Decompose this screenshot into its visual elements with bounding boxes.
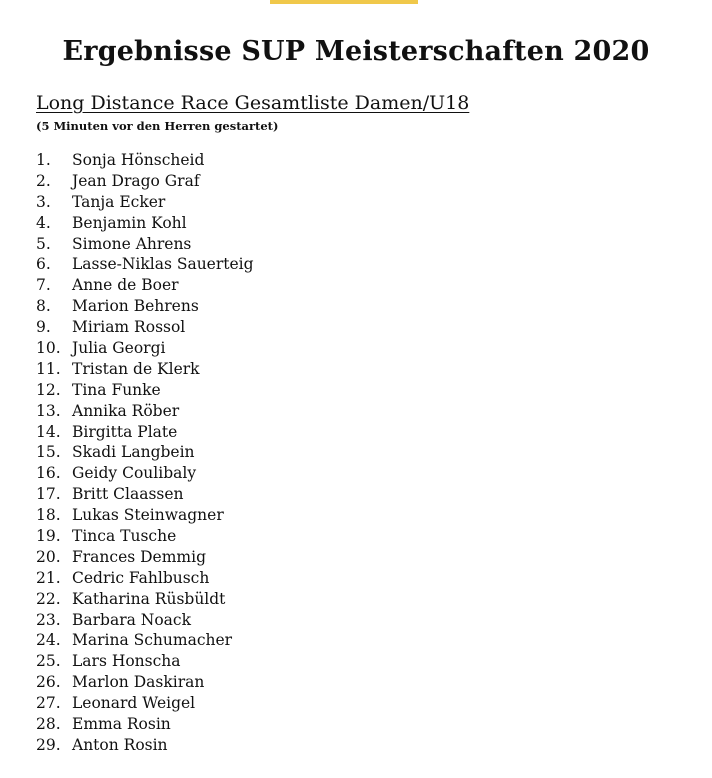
result-name: Britt Claassen — [72, 485, 184, 504]
result-rank: 6. — [36, 255, 51, 274]
result-name: Frances Demmig — [72, 547, 206, 566]
result-name: Birgitta Plate — [72, 422, 178, 441]
result-name: Simone Ahrens — [72, 234, 192, 253]
result-row — [36, 652, 254, 673]
result-name: Tanja Ecker — [72, 192, 166, 211]
result-name: Anton Rosin — [72, 735, 168, 754]
result-row — [36, 485, 254, 506]
result-name: Benjamin Kohl — [72, 213, 187, 232]
result-name: Marion Behrens — [72, 297, 199, 316]
result-row — [36, 590, 254, 611]
result-name: Tinca Tusche — [72, 527, 177, 546]
result-name: Lasse-Niklas Sauerteig — [72, 255, 254, 274]
result-rank: 2. — [36, 171, 51, 190]
result-rank: 12. — [36, 380, 61, 399]
result-row — [36, 172, 254, 193]
result-rank: 17. — [36, 485, 61, 504]
result-row — [36, 694, 254, 715]
result-name: Geidy Coulibaly — [72, 464, 197, 483]
result-rank: 18. — [36, 506, 61, 525]
result-row — [36, 423, 254, 444]
result-rank: 22. — [36, 589, 61, 608]
result-row — [36, 151, 254, 172]
start-note: (5 Minuten vor den Herren gestartet) — [36, 119, 279, 133]
result-rank: 19. — [36, 527, 61, 546]
result-name: Barbara Noack — [72, 610, 191, 629]
result-rank: 25. — [36, 652, 61, 671]
result-rank: 1. — [36, 151, 51, 169]
result-rank: 8. — [36, 297, 51, 316]
result-name: Katharina Rüsbüldt — [72, 589, 226, 608]
result-name: Leonard Weigel — [72, 694, 196, 713]
result-row — [36, 193, 254, 214]
result-rank: 20. — [36, 547, 61, 566]
result-name: Tristan de Klerk — [72, 359, 200, 378]
result-row — [36, 464, 254, 485]
section-heading: Long Distance Race Gesamtliste Damen/U18 — [36, 92, 470, 114]
result-name: Sonja Hönscheid — [72, 151, 205, 169]
results-list — [36, 151, 254, 757]
result-rank: 11. — [36, 359, 61, 378]
header-decoration-strip — [270, 0, 418, 4]
result-row — [36, 631, 254, 652]
result-rank: 5. — [36, 234, 51, 253]
result-row — [36, 360, 254, 381]
result-row — [36, 443, 254, 464]
result-row — [36, 736, 254, 757]
result-rank: 3. — [36, 192, 51, 211]
result-name: Tina Funke — [72, 380, 161, 399]
result-row — [36, 611, 254, 632]
result-name: Jean Drago Graf — [72, 171, 200, 190]
result-row — [36, 673, 254, 694]
result-rank: 24. — [36, 631, 61, 650]
result-name: Marlon Daskiran — [72, 673, 205, 692]
result-row — [36, 402, 254, 423]
result-row — [36, 339, 254, 360]
result-row — [36, 715, 254, 736]
result-row — [36, 569, 254, 590]
result-row — [36, 235, 254, 256]
result-name: Marina Schumacher — [72, 631, 233, 650]
result-rank: 4. — [36, 213, 51, 232]
result-rank: 13. — [36, 401, 61, 420]
result-rank: 10. — [36, 339, 61, 358]
result-row — [36, 297, 254, 318]
result-name: Emma Rosin — [72, 715, 171, 734]
result-rank: 14. — [36, 422, 61, 441]
result-name: Miriam Rossol — [72, 318, 186, 337]
result-name: Annika Röber — [72, 401, 180, 420]
result-row — [36, 318, 254, 339]
result-row — [36, 527, 254, 548]
result-rank: 27. — [36, 694, 61, 713]
result-rank: 28. — [36, 715, 61, 734]
result-rank: 7. — [36, 276, 51, 295]
result-row — [36, 276, 254, 297]
result-row — [36, 548, 254, 569]
result-rank: 15. — [36, 443, 61, 462]
result-rank: 9. — [36, 318, 51, 337]
page-title: Ergebnisse SUP Meisterschaften 2020 — [62, 36, 650, 67]
result-row — [36, 381, 254, 402]
result-row — [36, 506, 254, 527]
result-name: Julia Georgi — [72, 339, 166, 358]
result-row — [36, 214, 254, 235]
result-rank: 23. — [36, 610, 61, 629]
result-rank: 26. — [36, 673, 61, 692]
result-rank: 16. — [36, 464, 61, 483]
result-rank: 21. — [36, 568, 61, 587]
result-name: Lars Honscha — [72, 652, 181, 671]
result-name: Lukas Steinwagner — [72, 506, 224, 525]
result-name: Cedric Fahlbusch — [72, 568, 210, 587]
result-name: Anne de Boer — [72, 276, 179, 295]
result-rank: 29. — [36, 735, 61, 754]
result-name: Skadi Langbein — [72, 443, 195, 462]
result-row — [36, 255, 254, 276]
